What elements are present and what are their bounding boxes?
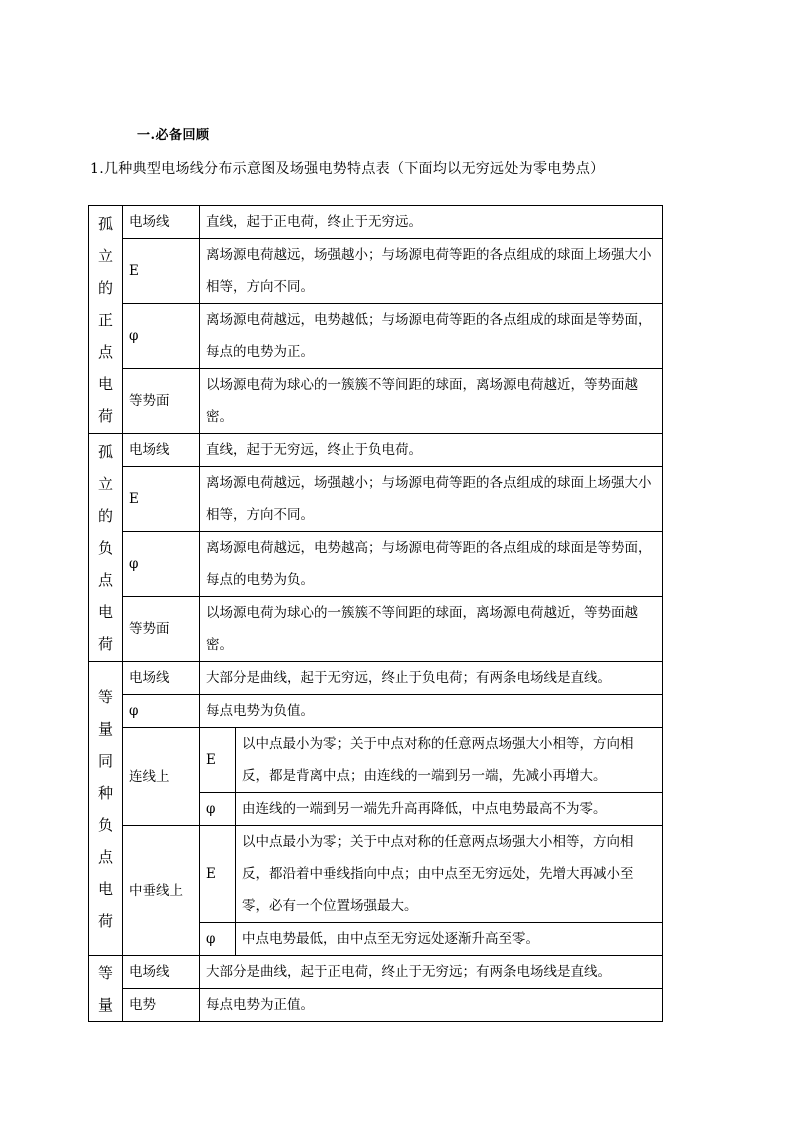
group-label-negative-charge: 孤 立 的 负 点 电 荷 [89, 434, 123, 662]
table-row [89, 956, 663, 989]
row-content: 以中点最小为零；关于中点对称的任意两点场强大小相等，方向相反，都是背离中点；由连线的一端到另一端，先减小再增大。 [236, 728, 663, 793]
row-content: 以中点最小为零；关于中点对称的任意两点场强大小相等，方向相反，都沿着中垂线指向中点；由中点至无穷远处，先增大再减小至零，必有一个位置场强最大。 [236, 826, 663, 923]
row-content: 离场源电荷越远，电势越低；与场源电荷等距的各点组成的球面是等势面，每点的电势为正。 [200, 304, 663, 369]
table-row [89, 826, 663, 923]
row-label: E [123, 239, 200, 304]
table-row [89, 662, 663, 695]
row-content: 以场源电荷为球心的一簇簇不等间距的球面，离场源电荷越近，等势面越密。 [200, 369, 663, 434]
group-label-equal-negative-charges: 等 量 同 种 负 点 电 荷 [89, 662, 123, 956]
table-row [89, 239, 663, 304]
row-label: 电场线 [123, 206, 200, 239]
table-caption: 1.几种典型电场线分布示意图及场强电势特点表（下面均以无穷远处为零电势点） [90, 161, 605, 177]
row-label: 电场线 [123, 434, 200, 467]
row-label: 电势 [123, 989, 200, 1022]
row-content: 离场源电荷越远，场强越小；与场源电荷等距的各点组成的球面上场强大小相等，方向不同。 [200, 239, 663, 304]
table-row [89, 206, 663, 239]
row-label: 电场线 [123, 956, 200, 989]
row-content: 离场源电荷越远，电势越高；与场源电荷等距的各点组成的球面是等势面，每点的电势为负。 [200, 532, 663, 597]
row-content: 大部分是曲线，起于正电荷，终止于无穷远；有两条电场线是直线。 [200, 956, 663, 989]
table-row [89, 304, 663, 369]
row-label: 电场线 [123, 662, 200, 695]
section-label-connecting-line: 连线上 [123, 728, 200, 826]
symbol-cell: E [200, 826, 236, 923]
row-label: φ [123, 532, 200, 597]
row-content: 由连线的一端到另一端先升高再降低，中点电势最高不为零。 [236, 793, 663, 826]
row-content: 大部分是曲线，起于无穷远，终止于负电荷；有两条电场线是直线。 [200, 662, 663, 695]
row-label: 等势面 [123, 597, 200, 662]
table-row [89, 728, 663, 793]
row-content: 离场源电荷越远，场强越小；与场源电荷等距的各点组成的球面上场强大小相等，方向不同。 [200, 467, 663, 532]
row-content: 直线，起于无穷远，终止于负电荷。 [200, 434, 663, 467]
row-label: 等势面 [123, 369, 200, 434]
row-content: 以场源电荷为球心的一簇簇不等间距的球面，离场源电荷越近，等势面越密。 [200, 597, 663, 662]
group-label-equal-charges: 等 量 [89, 956, 123, 1022]
row-content: 每点电势为负值。 [200, 695, 663, 728]
row-label: φ [123, 304, 200, 369]
field-properties-table [88, 205, 663, 1022]
symbol-cell: φ [200, 923, 236, 956]
table-row [89, 532, 663, 597]
table-row [89, 597, 663, 662]
table-row [89, 467, 663, 532]
group-label-positive-charge: 孤 立 的 正 点 电 荷 [89, 206, 123, 434]
section-heading: 一.必备回顾 [137, 128, 210, 143]
symbol-cell: E [200, 728, 236, 793]
row-label: φ [123, 695, 200, 728]
table-row [89, 695, 663, 728]
section-label-perpendicular-bisector: 中垂线上 [123, 826, 200, 956]
symbol-cell: φ [200, 793, 236, 826]
row-content: 直线，起于正电荷，终止于无穷远。 [200, 206, 663, 239]
table-row [89, 369, 663, 434]
row-content: 每点电势为正值。 [200, 989, 663, 1022]
table-row [89, 434, 663, 467]
row-label: E [123, 467, 200, 532]
table-row [89, 989, 663, 1022]
row-content: 中点电势最低，由中点至无穷远处逐渐升高至零。 [236, 923, 663, 956]
